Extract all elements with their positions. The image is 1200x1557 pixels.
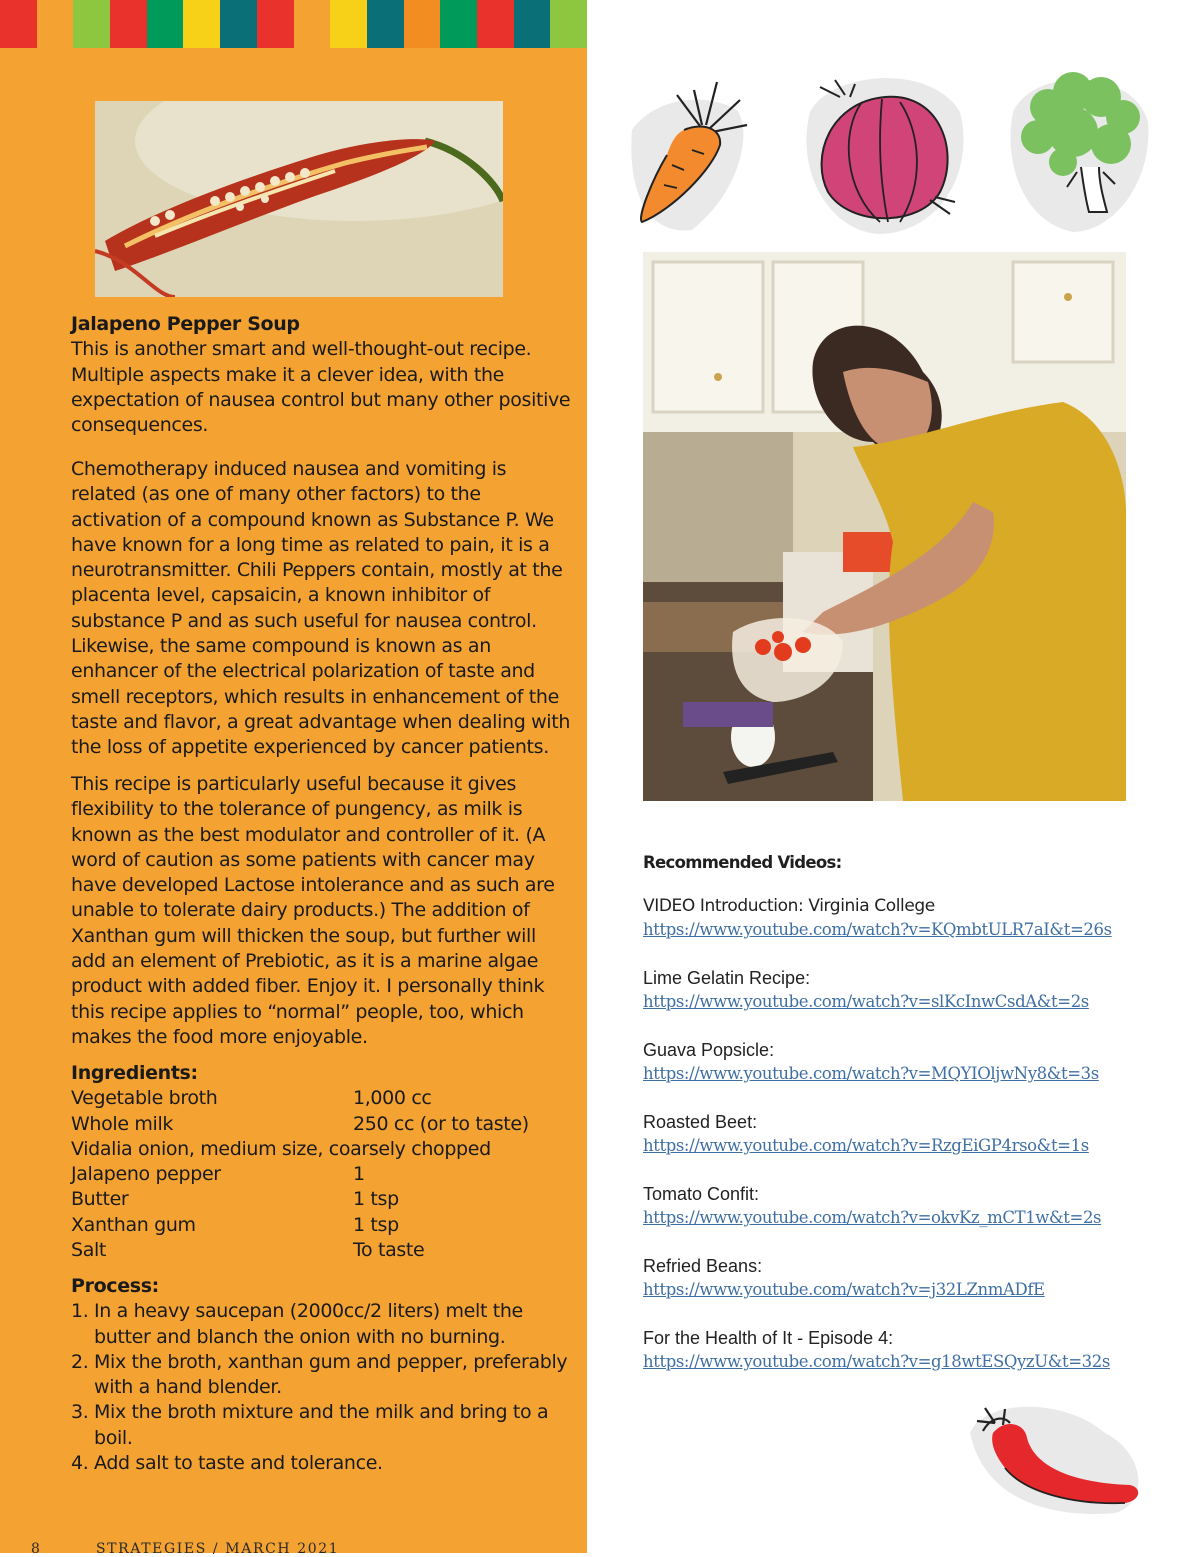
- step-number: 3.: [71, 1401, 89, 1424]
- process-step: [71, 1350, 571, 1401]
- stripe-segment: [0, 0, 37, 48]
- stripe-segment: [183, 0, 220, 48]
- video-title: Tomato Confit:: [643, 1184, 760, 1204]
- step-text: Mix the broth, xanthan gum and pepper, preferably with a hand blender.: [94, 1350, 568, 1399]
- ingredient-row: [71, 1137, 571, 1162]
- ingredients-heading: Ingredients:: [71, 1062, 198, 1084]
- process-step: [71, 1299, 571, 1350]
- ingredient-quantity: 1 tsp: [353, 1213, 399, 1236]
- ingredients-section: [71, 1061, 571, 1263]
- ingredients-list: [71, 1086, 571, 1263]
- ingredient-row: [71, 1187, 571, 1212]
- article-paragraph: This recipe is particularly useful because it gives flexibility to the tolerance of pungency, as milk is known as the best modulator and controller of it. (A word of caution as some patients with cancer may have developed Lactose intolerance and as such are unable to tolerate dairy products.) The addition of Xanthan gum will thicken the soup, but further will add an element of Prebiotic, as it is a marine algae product with added fiber. Enjoy it. I personally think this recipe applies to “normal” people, too, which makes the food more enjoyable.: [71, 773, 555, 1048]
- process-step: [71, 1451, 571, 1476]
- stripe-segment: [330, 0, 367, 48]
- video-link[interactable]: https://www.youtube.com/watch?v=MQYIOljwNy8&t=3s: [643, 1064, 1099, 1083]
- page-footer: [31, 1541, 339, 1557]
- process-section: [71, 1274, 571, 1476]
- ingredient-name: Salt: [71, 1239, 107, 1262]
- video-title: Refried Beans:: [643, 1256, 763, 1276]
- publication-name: STRATEGIES / MARCH 2021: [95, 1541, 340, 1557]
- ingredient-name: Jalapeno pepper: [71, 1163, 221, 1186]
- video-title: For the Health of It - Episode 4:: [643, 1328, 894, 1348]
- video-link[interactable]: https://www.youtube.com/watch?v=slKcInwCsdA&t=2s: [643, 992, 1089, 1011]
- stripe-segment: [404, 0, 441, 48]
- process-heading: Process:: [71, 1275, 159, 1297]
- article-intro: [71, 312, 571, 438]
- video-link[interactable]: https://www.youtube.com/watch?v=g18wtESQyzU&t=32s: [643, 1352, 1110, 1371]
- video-title: Roasted Beet:: [643, 1112, 758, 1132]
- video-title: VIDEO Introduction: Virginia College: [643, 896, 935, 916]
- video-link[interactable]: https://www.youtube.com/watch?v=KQmbtULR7aI&t=26s: [643, 920, 1112, 939]
- stripe-segment: [294, 0, 331, 48]
- ingredient-row: [71, 1213, 571, 1238]
- ingredient-name: Vegetable broth: [71, 1087, 218, 1110]
- article-paragraph: This is another smart and well-thought-out recipe. Multiple aspects make it a clever idea, with the expectation of nausea control but many other positive consequences.: [71, 338, 571, 437]
- ingredient-name: Vidalia onion, medium size, coarsely chopped: [71, 1137, 491, 1160]
- video-item: [643, 1326, 1163, 1374]
- recommended-videos: [643, 853, 1163, 1398]
- stripe-segment: [110, 0, 147, 48]
- stripe-segment: [440, 0, 477, 48]
- stripe-segment: [37, 0, 74, 48]
- ingredient-row: [71, 1238, 571, 1263]
- video-link[interactable]: https://www.youtube.com/watch?v=j32LZnmADfE: [643, 1280, 1045, 1299]
- process-step: [71, 1400, 571, 1451]
- ingredient-quantity: 250 cc (or to taste): [353, 1112, 529, 1135]
- carrot-icon: [622, 70, 762, 235]
- step-text: Mix the broth mixture and the milk and bring to a boil.: [94, 1401, 549, 1449]
- video-title: Lime Gelatin Recipe:: [643, 968, 811, 988]
- video-title: Guava Popsicle:: [643, 1040, 775, 1060]
- step-number: 2.: [71, 1350, 89, 1373]
- ingredient-row: [71, 1112, 571, 1137]
- ingredient-row: [71, 1162, 571, 1187]
- stripe-segment: [220, 0, 257, 48]
- article-title: Jalapeno Pepper Soup: [71, 313, 300, 335]
- ingredient-quantity: 1: [353, 1163, 365, 1186]
- chili-pepper-icon: [965, 1393, 1150, 1518]
- step-text: In a heavy saucepan (2000cc/2 liters) melt the butter and blanch the onion with no burning.: [94, 1300, 523, 1348]
- ingredient-quantity: 1,000 cc: [353, 1087, 432, 1110]
- ingredient-quantity: 1 tsp: [353, 1188, 399, 1211]
- article-paragraph: Chemotherapy induced nausea and vomiting is related (as one of many other factors) to the activation of a compound known as Substance P. We have known for a long time as related to pain, it is a neurotransmitter. Chili Peppers contain, mostly at the placenta level, capsaicin, a known inhibitor of substance P and as such useful for nausea control. Likewise, the same compound is known as an enhancer of the electrical polarization of taste and smell receptors, which results in enhancement of the taste and flavor, a great advantage when dealing with the loss of appetite experienced by cancer patients.: [71, 458, 571, 759]
- ingredient-name: Butter: [71, 1188, 129, 1211]
- stripe-segment: [367, 0, 404, 48]
- stripe-segment: [514, 0, 551, 48]
- video-item: [643, 894, 1163, 942]
- video-link[interactable]: https://www.youtube.com/watch?v=RzgEiGP4rso&t=1s: [643, 1136, 1089, 1155]
- onion-icon: [800, 62, 970, 237]
- page-number: 8: [31, 1541, 40, 1557]
- video-item: [643, 1182, 1163, 1230]
- video-item: [643, 1038, 1163, 1086]
- video-link[interactable]: https://www.youtube.com/watch?v=okvKz_mCT1w&t=2s: [643, 1208, 1102, 1227]
- ingredient-name: Xanthan gum: [71, 1213, 196, 1236]
- video-item: [643, 1110, 1163, 1158]
- videos-heading: Recommended Videos:: [643, 853, 842, 872]
- process-list: [71, 1299, 571, 1476]
- stripe-segment: [73, 0, 110, 48]
- video-list: [643, 894, 1163, 1374]
- stripe-segment: [257, 0, 294, 48]
- step-number: 1.: [71, 1300, 89, 1323]
- cooking-photo: [643, 252, 1126, 801]
- broccoli-icon: [1003, 62, 1153, 237]
- jalapeno-soup-photo: [95, 101, 503, 297]
- stripe-segment: [147, 0, 184, 48]
- video-item: [643, 1254, 1163, 1302]
- stripe-segment: [477, 0, 514, 48]
- ingredient-name: Whole milk: [71, 1112, 174, 1135]
- step-text: Add salt to taste and tolerance.: [94, 1452, 383, 1475]
- step-number: 4.: [71, 1452, 89, 1475]
- stripe-segment: [550, 0, 587, 48]
- video-item: [643, 966, 1163, 1014]
- ingredient-row: [71, 1086, 571, 1111]
- color-stripe-bar: [0, 0, 587, 48]
- ingredient-quantity: To taste: [353, 1239, 425, 1262]
